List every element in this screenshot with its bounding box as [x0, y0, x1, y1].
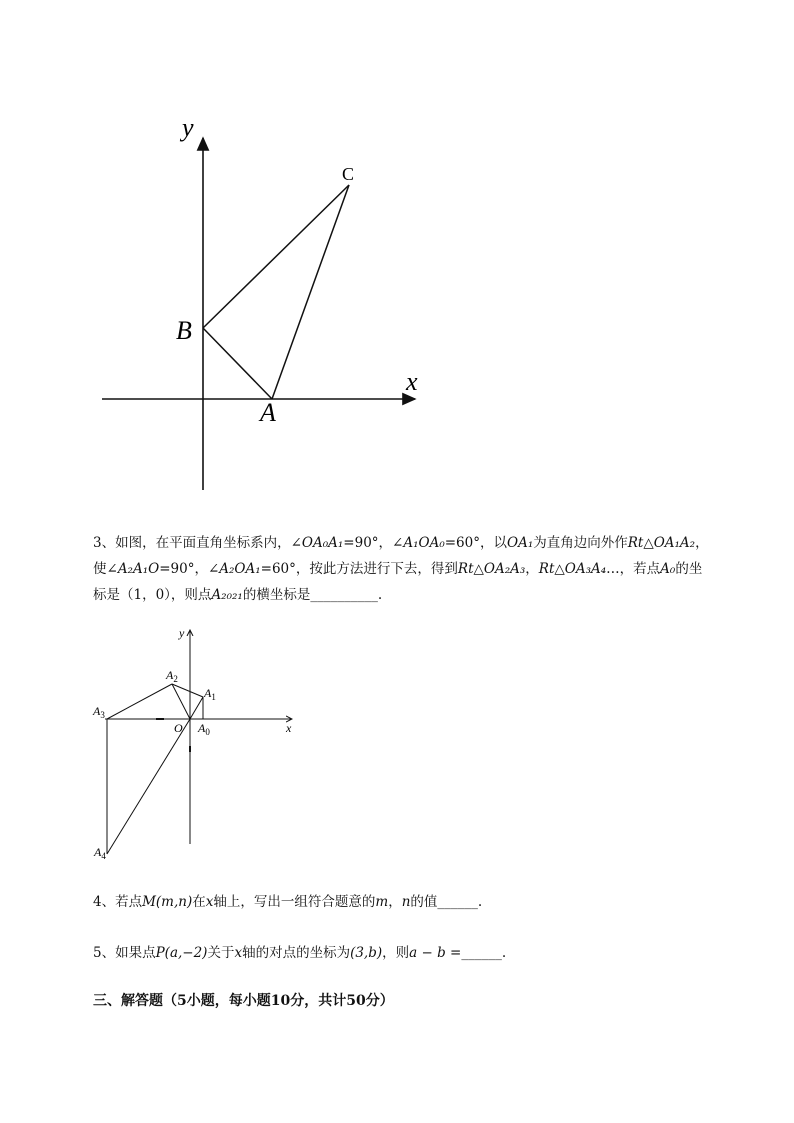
y-axis-label: y [179, 626, 185, 640]
segment-a1-a2 [172, 684, 203, 697]
question-4: 4、若点M(m,n)在x轴上，写出一组符合题意的m，n的值______. [93, 894, 483, 910]
question-3-line-1: 3、如图，在平面直角坐标系内，∠OA₀A₁=90°，∠A₁OA₀=60°，以OA₁为直角边向外作Rt△OA₁A₂， [93, 535, 709, 551]
question-3 [93, 530, 743, 608]
point-label-c: C [342, 164, 355, 184]
point-label-a4: $A_4$ [94, 845, 106, 861]
point-label-a1: $A_1$ [204, 686, 216, 702]
point-label-a2: $A_2$ [166, 668, 178, 684]
segment-o-a1 [190, 697, 203, 719]
segment-o-a2 [172, 684, 190, 719]
segment-a2-a3 [107, 684, 172, 719]
x-axis-label: x [406, 367, 418, 396]
point-label-b: B [176, 316, 192, 345]
segment-ab [203, 328, 272, 399]
point-label-a: A [260, 398, 276, 427]
origin-label: O [174, 721, 183, 735]
segment-bc [203, 185, 349, 328]
figure-triangle-abc [90, 110, 430, 495]
point-label-a0: $A_0$ [198, 721, 210, 737]
x-axis-label: x [286, 721, 292, 735]
question-3-line-3: 标是（1，0），则点A₂₀₂₁的横坐标是__________. [93, 587, 383, 603]
y-axis-label: y [182, 113, 194, 142]
segment-ca [272, 185, 349, 399]
question-3-line-2: 使∠A₂A₁O=90°，∠A₂OA₁=60°，按此方法进行下去，得到Rt△OA₂A₃，Rt△OA₃A₄…，若点A₀的坐 [93, 561, 703, 577]
segment-o-a4 [107, 719, 190, 854]
section-3-heading: 三、解答题（5小题，每小题10分，共计50分） [93, 993, 394, 1009]
point-label-a3: $A_3$ [93, 704, 105, 720]
question-5: 5、如果点P(a,−2)关于x轴的对点的坐标为(3,b)，则a − b =______. [93, 945, 507, 961]
figure-spiral-triangles [90, 622, 305, 867]
